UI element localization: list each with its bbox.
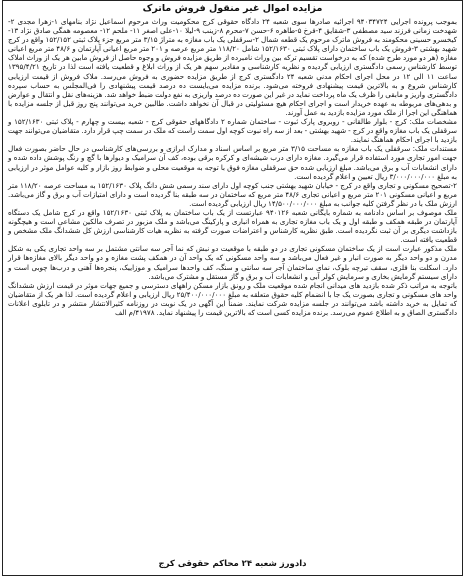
notice-paragraph-description: ملک مذکور عبارت است از یک ساختمان مسکونی تجاری در دو طبقه با موقعیت دو نبش که نما آجر سه سانتی مشتمل بر سه واحد تجاری یکی به شکل مدرن و دو واحد دیگر به صورت انبار و غیر فعال می‌باشد و سه واحد مسکونی که یک واحد آن در همکف پشت مغازه و دو واحد دیگر بالای مغازه‌ها قرار دارد. اسکلت بنا فلزی، سقف تیرچه بلوک، نمای ساختمان آجر سه سانتی و سنگ، کف واحدها سرامیک و موزاییک، پنجره‌ها آهنی و درب‌ها چوبی است و دارای سیستم گرمایش بخاری و سرمایش کولر آبی و انشعابات آب و برق و گاز مستقل و مشترک می‌باشد. <box>8 244 457 281</box>
notice-paragraph-valuation: باتوجه به مراتب ذکر شده بازدید های میدانی انجام شده موقعیت ملک و رونق بازار مسکن راههای دسترسی و جمیع جهات موثر در قیمت ارزش ششدانگ واحد های مسکونی و تجاری بصورت یک جا با انضمام کلیه حقوق متعلقه به مبلغ ۲۵/۴۰۰/۰۰۰/۰۰۰ ریال ارزیابی و اعلام گردیده است. لذا هر یک از متقاضیان که تمایل به خرید داشته باشد می‌توانند در جلسه مزایده شرکت نمایند. ضمناً این آگهی در یک نوبت در روزنامه کثیرالانتشار منتشر و در تابلوی اعلانات دادگستری الصاق و به اطلاع عموم می‌رسد. برنده مزایده کسی است که بالاترین قیمت را پیشنهاد نماید. ۴۱۹۷۸/م الف <box>8 280 457 317</box>
notice-paragraph-intro: بموجب پرونده اجرایی ۹۴۰۳۴۷۲۴ اجرائیه صادرها سوی شعبه ۲۴ دادگاه حقوقی کرج محکومیت وراث مرحوم اسماعیل نژاد بنامهای ۱-زهرا مجدی ۲-شهدخت زمانی فرزند سید مصطفی ۳-شقایق ۴-فرخ ۵-طاهره ۶-حسن ۷-محرم ۸-زینب ۹-لیلا ۱۰-علی اصغر ۱۱- ملحم ۱۲- معصومه همگی صادق نژاد ۱۳-کیخسرو حسینی محکومند به فروش ماترک مرحوم یک قطعه شمال ۲-سرقفلی یک باب مغازه به متراژ ۳/۱۵ متر مربع جزء پلاک ثبتی ۱۵۲/۱۵۲ واقع در کرج شهید بهشتی ۳-فروش یک باب ساختمان دارای پلاک ثبتی ۱۵۲/۱۶۳۰ شامل ۱۱۸/۲۰ متر مربع عرصه و ۲۰۱ متر مربع اعیانی آپارتمان و ۴۸/۶ متر مربع اعیانی مغازه (هر دو مورد طرح شده) که به درخواست تقسیم ترکه بین وراث نامبرده از طریق مزایده فروش و وجوه حاصل از فروش مابین هر یک از وراث املاک توسط کارشناس رسمی دادگستری ارزیابی گردیده و نظریه کارشناسی و مقادیر سهم هر یک از وراث ابلاغ و قطعیت یافته است لذا در تاریخ ۱۳۹۵/۴/۲۱ ساعت ۱۱ الی ۱۲ در محل اجرای احکام مدنی شعبه ۲۴ دادگستری کرج از طریق مزایده حضوری به فروش می‌رسد. ملاک فروش از قیمت ارزیابی کارشناس شروع و به بالاترین قیمت پیشنهادی فروخته می‌شود. برنده مزایده می‌بایست ده درصد قیمت پیشنهادی را فی‌المجلس به حساب سپرده دادگستری واریز و مابقی را ظرف یک ماه پرداخت نماید در غیر این صورت ده درصد واریزی به نفع دولت ضبط خواهد شد. هزینه‌های نقل و انتقال و عوارض و بدهی‌های مربوطه به عهده خریدار است و اجرای احکام هیچ مسئولیتی در قبال آن نخواهد داشت. طالبین خرید می‌توانند پنج روز قبل از جلسه مزایده با هماهنگی این اجرا از ملک مورد مزایده بازدید به عمل آورند. <box>8 17 458 117</box>
notice-paragraph-ruling: ملک موصوف بر اساس دادنامه به شماره بایگانی شعبه ۹۴۰۱۲۶ عبارتست از یک باب ساختمان به پلاک ثبتی ۱۵۲/۱۶۳۰ واقع در کرج شامل یک دستگاه آپارتمان در طبقه همکف و طبقه اول و یک باب مغازه تجاری به همراه انباری و پارکینگ می‌باشد و ملک مزبور در تصرف مالکین مشاعی است و هیچگونه بازداشت دیگری بر آن ثبت نگردیده است. طبق نظریه کارشناس و اعتراضات صورت گرفته به نظریه هیات کارشناسی ارزش کل ششدانگ ملک مشخص و قطعیت یافته است. <box>8 207 457 245</box>
notice-body <box>3 17 462 317</box>
auction-notice <box>2 0 463 576</box>
notice-signature: دادورز شعبه ۲۴ محاکم حقوقی کرج <box>158 559 307 569</box>
notice-paragraph-address: مشخصات ملک: کرج - بلوار طالقانی - روبروی پارک ثبوت - ساختمان شماره ۲ دادگاههای حقوقی کرج - شعبه بیست و چهارم - پلاک ثبتی ۱۵۲/۱۶۳۰ و سرقفلی یک باب مغازه واقع در کرج - شهید بهشتی - بعد از سه راه نبوت کوچه اول سمت راست که ملک در سمت چپ قرار دارد. متقاضیان می‌توانند جهت بازدید با اجرای احکام هماهنگ نمایند. <box>8 117 457 145</box>
notice-title: مزایده اموال غیر منقول فروش ماترک <box>142 3 323 14</box>
notice-paragraph-shop: مستندات ملک: سرقفلی یک باب مغازه به مساحت ۳/۱۵ متر مربع بر اساس اسناد و مدارک ابرازی و بررسی‌های کارشناسی در حال حاضر بصورت فعال جهت امور تجاری مورد استفاده قرار می‌گیرد. مغازه دارای درب شیشه‌ای و کرکره برقی بوده، کف آن سرامیک و دیوارها با گچ و رنگ پوشش داده شده و دارای انشعابات آب و برق می‌باشد. مبلغ ارزیابی شده حق سرقفلی مغازه فوق با توجه به موقعیت محلی و ضوابط روز بازار و کلیه عوامل موثر در ارزیابی به مبلغ ۳/۰۰۰/۰۰۰/۰۰۰ ریال تعیین و اعلام گردیده است. <box>8 144 457 181</box>
notice-paragraph-building: ۲-تصحیح مسکونی و تجاری واقع در کرج - خیابان شهید بهشتی جنب کوچه اول دارای سند رسمی شش دانگ پلاک ۱۵۲/۱۶۳۰ به مساحت عرصه ۱۱۸/۲۰ متر مربع و اعیانی مسکونی ۲۰۱ متر مربع و اعیانی تجاری ۴۸/۶ متر مربع که ساختمان در سه طبقه بنا گردیده است و دارای امتیازات آب و برق و گاز می‌باشد. ارزش ملک با در نظر گرفتن کلیه جوانب به مبلغ ۱۴/۵۰۰/۰۰۰/۰۰۰ ریال ارزیابی گردیده است. <box>8 180 457 208</box>
